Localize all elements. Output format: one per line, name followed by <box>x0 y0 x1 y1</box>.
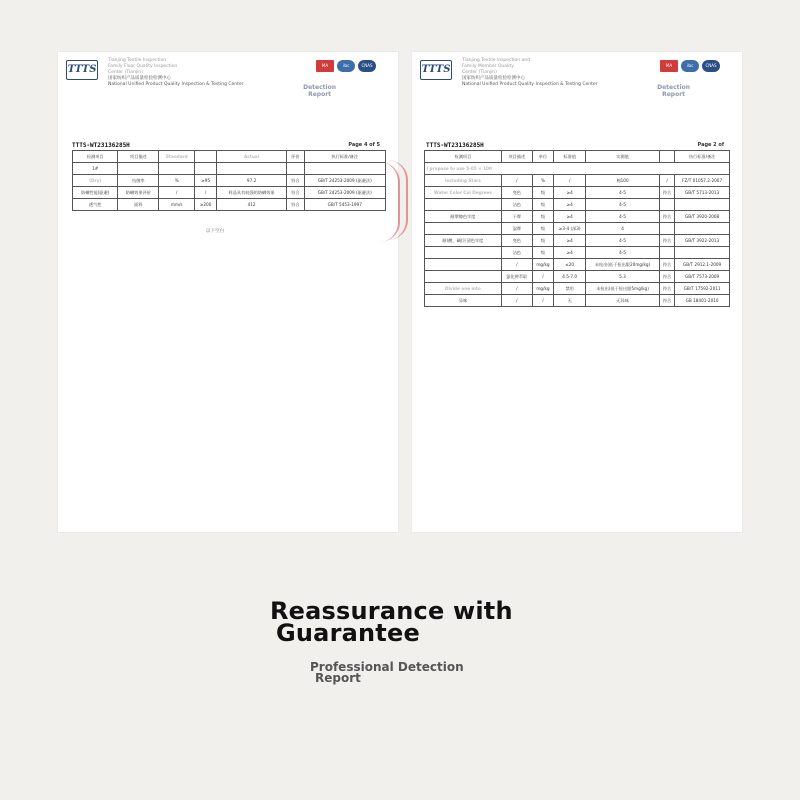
page-number: Page 2 of <box>697 142 724 148</box>
report-number: TTTS-WT23136285H <box>72 142 130 149</box>
results-table <box>424 150 730 307</box>
ilac-cert-icon: ilac <box>337 60 355 72</box>
ma-cert-icon: MA <box>316 60 334 72</box>
table-row: 透气性 面料 mm/s ≥200 412 符合 GB/T 5453-1997 <box>73 199 386 211</box>
ilac-cert-icon: ilac <box>681 60 699 72</box>
table-row: 沾色 级 ≥4 4-5 <box>425 247 730 259</box>
table-row: 耐摩擦色牢度 干摩 级 ≥4 4-5 符合 GB/T 3920-2008 <box>425 211 730 223</box>
org-info: Tianjing Textile Inspection and Family Member Quality Center (Tianjin) 国家纺织产品质量检验检测中心 National Unified Product Quality Inspection & Testing Center <box>462 58 598 87</box>
subheadline: Professional Detection Report <box>310 660 464 685</box>
page-number: Page 4 of 5 <box>348 142 380 148</box>
table-row: 氯化钾萃取 / 4.5-7.0 5.3 符合 GB/T 7573-2009 <box>425 271 730 283</box>
cnas-cert-icon: CNAS <box>702 60 720 72</box>
table-header: 检测项目 项目描述 单位 标准值 实测值 执行标准/备注 <box>425 151 730 163</box>
end-note: 以下空白 <box>206 229 224 234</box>
table-row: (Dry) 抗菌率 % ≥95 97.2 符合 GB/T 24253-2009 (驱避法) <box>73 175 386 187</box>
table-header: 检测项目 项目描述 Standard Actual 评价 执行标准/备注 <box>73 151 386 163</box>
report-page-right <box>412 52 742 532</box>
table-row: / mg/kg ≤20 未检出(低于检出限20mg/kg) 符合 GB/T 2912.1-2009 <box>425 259 730 271</box>
report-page-left <box>58 52 398 532</box>
ttts-logo: TTTS <box>420 60 452 80</box>
report-number: TTTS-WT23136285H <box>426 142 484 149</box>
table-note-row: I propose to use 5-05 × 100 <box>425 163 730 175</box>
table-row: 防螨性能(驱避) 防螨效果评价 / / 样品具有较强的防螨效果 符合 GB/T 24253-2009 (驱避法) <box>73 187 386 199</box>
cnas-cert-icon: CNAS <box>358 60 376 72</box>
table-row: 沾色 级 ≥4 4-5 <box>425 199 730 211</box>
results-table <box>72 150 386 211</box>
headline: Reassurance with Guarantee <box>270 597 513 647</box>
table-row: Divide one into / mg/kg 禁用 未检出(低于检出限5mg/kg) 符合 GB/T 17592-2011 <box>425 283 730 295</box>
red-seal-stamp <box>388 160 408 240</box>
ttts-logo: TTTS <box>66 60 98 80</box>
table-row: 异味 / / 无 无异味 符合 GB 18401-2010 <box>425 295 730 307</box>
cert-logos <box>316 60 376 72</box>
table-row: 1# <box>73 163 386 175</box>
org-info: Tianjing Textile Inspection Family Floor Quality Inspection Center (Tianjin) 国家纺织产品质量检验检测中心 National Unified Product Quality Inspection & Testing Center <box>108 58 244 87</box>
table-row: Water Color Col Degrees 变色 级 ≥4 4-5 符合 GB/T 5713-2013 <box>425 187 730 199</box>
ma-cert-icon: MA <box>660 60 678 72</box>
table-row: Including Stars / % / 棉100 / FZ/T 01057.2-2007 <box>425 175 730 187</box>
table-row: 耐(酸、碱)汗渍色牢度 变色 级 ≥4 4-5 符合 GB/T 3922-2013 <box>425 235 730 247</box>
cert-logos <box>660 60 720 72</box>
table-row: 湿摩 级 ≥3-4 (深3) 4 <box>425 223 730 235</box>
detection-report-label: Detection Report <box>657 84 690 98</box>
detection-report-label: Detection Report <box>303 84 336 98</box>
